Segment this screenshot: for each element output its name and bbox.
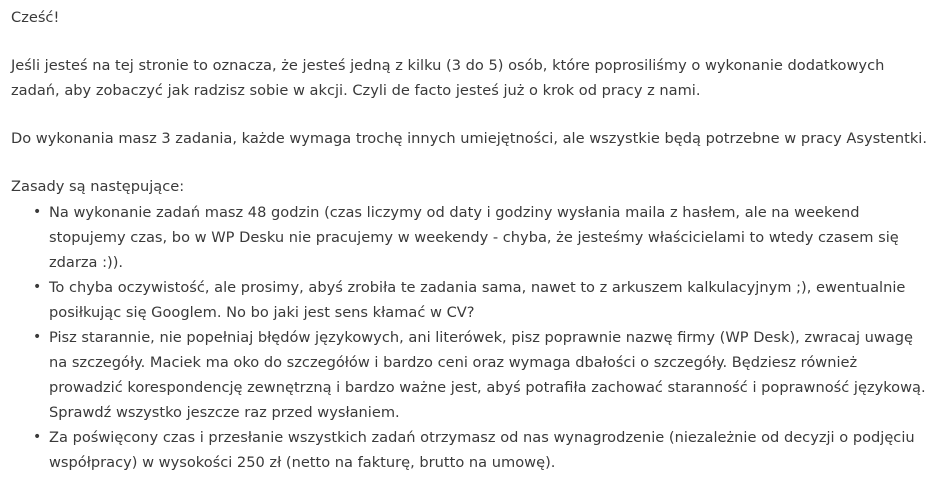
greeting-text: Cześć! — [11, 9, 60, 26]
list-item — [33, 200, 931, 275]
list-item — [33, 425, 931, 475]
list-item — [33, 325, 931, 425]
rule-text: Za poświęcony czas i przesłanie wszystkich zadań otrzymasz od nas wynagrodzenie (niezależnie od decyzji o podjęciu współpracy) w wysokości 250 zł (netto na fakturę, brutto na umowę). — [49, 429, 915, 471]
bullet-icon: • — [33, 329, 42, 345]
bullet-icon: • — [33, 429, 42, 445]
tasks-paragraph: Do wykonania masz 3 zadania, każde wymaga trochę innych umiejętności, ale wszystkie będą potrzebne w pracy Asystentki. — [11, 130, 927, 147]
rules-list — [11, 200, 931, 475]
rule-text: To chyba oczywistość, ale prosimy, abyś zrobiła te zadania sama, nawet to z arkuszem kalkulacyjnym ;), ewentualnie posiłkując się Googlem. No bo jaki jest sens kłamać w CV? — [49, 279, 906, 321]
rules-heading: Zasady są następujące: — [11, 178, 185, 195]
bullet-icon: • — [33, 279, 42, 295]
list-item — [33, 275, 931, 325]
intro-paragraph: Jeśli jesteś na tej stronie to oznacza, że jesteś jedną z kilku (3 do 5) osób, które poprosiliśmy o wykonanie dodatkowych zadań, aby zobaczyć jak radzisz sobie w akcji. Czyli de facto jesteś już o krok od pracy z nami. — [11, 57, 885, 99]
rule-text: Pisz starannie, nie popełniaj błędów językowych, ani literówek, pisz poprawnie nazwę firmy (WP Desk), zwracaj uwagę na szczegóły. Maciek ma oko do szczegółów i bardzo ceni oraz wymaga dbałości o szczegóły. Będziesz również prowadzić korespondencję zewnętrzną i bardzo ważne jest, abyś potrafiła zachować staranność i poprawność językową. Sprawdź wszystko jeszcze raz przed wysłaniem. — [49, 329, 926, 421]
rule-text: Na wykonanie zadań masz 48 godzin (czas liczymy od daty i godziny wysłania maila z hasłem, ale na weekend stopujemy czas, bo w WP Desku nie pracujemy w weekendy - chyba, że jesteśmy właścicielami to wtedy czasem się zdarza :)). — [49, 204, 899, 271]
bullet-icon: • — [33, 204, 42, 220]
